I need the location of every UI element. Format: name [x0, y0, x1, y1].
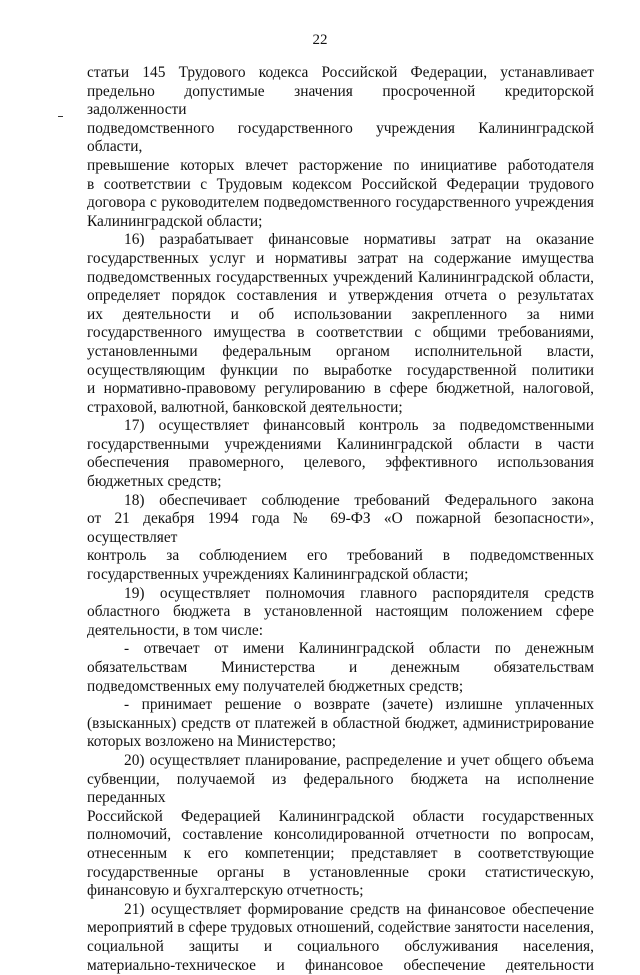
text-line: обязательствам Министерства и денежным обязательствам: [87, 659, 594, 678]
text-line: договора с руководителем подведомственного государственного учреждения: [87, 194, 594, 213]
text-line: государственных услуг и нормативы затрат на содержание имущества: [87, 250, 594, 269]
text-line: 16) разрабатывает финансовые нормативы затрат на оказание: [87, 231, 594, 250]
margin-mark: [58, 116, 63, 117]
text-line: социальной защиты и социального обслуживания населения,: [87, 938, 594, 957]
text-line: 17) осуществляет финансовый контроль за подведомственными: [87, 417, 594, 436]
text-line: в соответствии с Трудовым кодексом Российской Федерации трудового: [87, 176, 594, 195]
text-line: 19) осуществляет полномочия главного распорядителя средств: [87, 585, 594, 604]
text-line: материально-техническое и финансовое обеспечение деятельности: [87, 957, 594, 975]
text-line: государственного имущества в соответствии с общими требованиями,: [87, 324, 594, 343]
text-line: предельно допустимые значения просроченной кредиторской задолженности: [87, 83, 594, 120]
text-line: 20) осуществляет планирование, распределение и учет общего объема: [87, 752, 594, 771]
text-line: финансовую и бухгалтерскую отчетность;: [87, 882, 594, 901]
text-line: их деятельности и об использовании закрепленного за ними: [87, 306, 594, 325]
text-line: государственными учреждениями Калининградской области в части: [87, 436, 594, 455]
text-line: государственные органы в установленные сроки статистическую,: [87, 864, 594, 883]
text-line: деятельности, в том числе:: [87, 622, 594, 641]
text-line: контроль за соблюдением его требований в подведомственных: [87, 547, 594, 566]
text-line: определяет порядок составления и утверждения отчета о результатах: [87, 287, 594, 306]
text-line: установленными федеральным органом исполнительной власти,: [87, 343, 594, 362]
text-line: отнесенным к его компетенции; представляет в соответствующие: [87, 845, 594, 864]
text-line: субвенции, получаемой из федерального бюджета на исполнение переданных: [87, 771, 594, 808]
text-line: от 21 декабря 1994 года № 69-ФЗ «О пожарной безопасности», осуществляет: [87, 510, 594, 547]
text-line: полномочий, составление консолидированной отчетности по вопросам,: [87, 826, 594, 845]
text-line: - принимает решение о возврате (зачете) излишне уплаченных: [87, 696, 594, 715]
text-line: 18) обеспечивает соблюдение требований Федерального закона: [87, 492, 594, 511]
text-line: подведомственного государственного учреждения Калининградской области,: [87, 120, 594, 157]
text-line: которых возложено на Министерство;: [87, 733, 594, 752]
text-line: обеспечения правомерного, целевого, эффективного использования: [87, 454, 594, 473]
text-line: бюджетных средств;: [87, 473, 594, 492]
text-line: мероприятий в сфере трудовых отношений, содействие занятости населения,: [87, 919, 594, 938]
document-body: [87, 64, 594, 975]
text-line: государственных учреждениях Калининградской области;: [87, 566, 594, 585]
text-line: 21) осуществляет формирование средств на финансовое обеспечение: [87, 901, 594, 920]
text-line: подведомственных государственных учреждений Калининградской области,: [87, 269, 594, 288]
text-line: превышение которых влечет расторжение по инициативе работодателя: [87, 157, 594, 176]
text-line: страховой, валютной, банковской деятельности;: [87, 399, 594, 418]
text-line: подведомственных ему получателей бюджетных средств;: [87, 678, 594, 697]
text-line: Российской Федерацией Калининградской области государственных: [87, 808, 594, 827]
text-line: и нормативно-правовому регулированию в сфере бюджетной, налоговой,: [87, 380, 594, 399]
text-line: (взысканных) средств от платежей в областной бюджет, администрирование: [87, 715, 594, 734]
text-line: - отвечает от имени Калининградской области по денежным: [87, 640, 594, 659]
page-number: 22: [0, 31, 640, 49]
text-line: Калининградской области;: [87, 213, 594, 232]
text-line: областного бюджета в установленной настоящим положением сфере: [87, 603, 594, 622]
text-line: осуществляющим функции по выработке государственной политики: [87, 362, 594, 381]
text-line: статьи 145 Трудового кодекса Российской Федерации, устанавливает: [87, 64, 594, 83]
